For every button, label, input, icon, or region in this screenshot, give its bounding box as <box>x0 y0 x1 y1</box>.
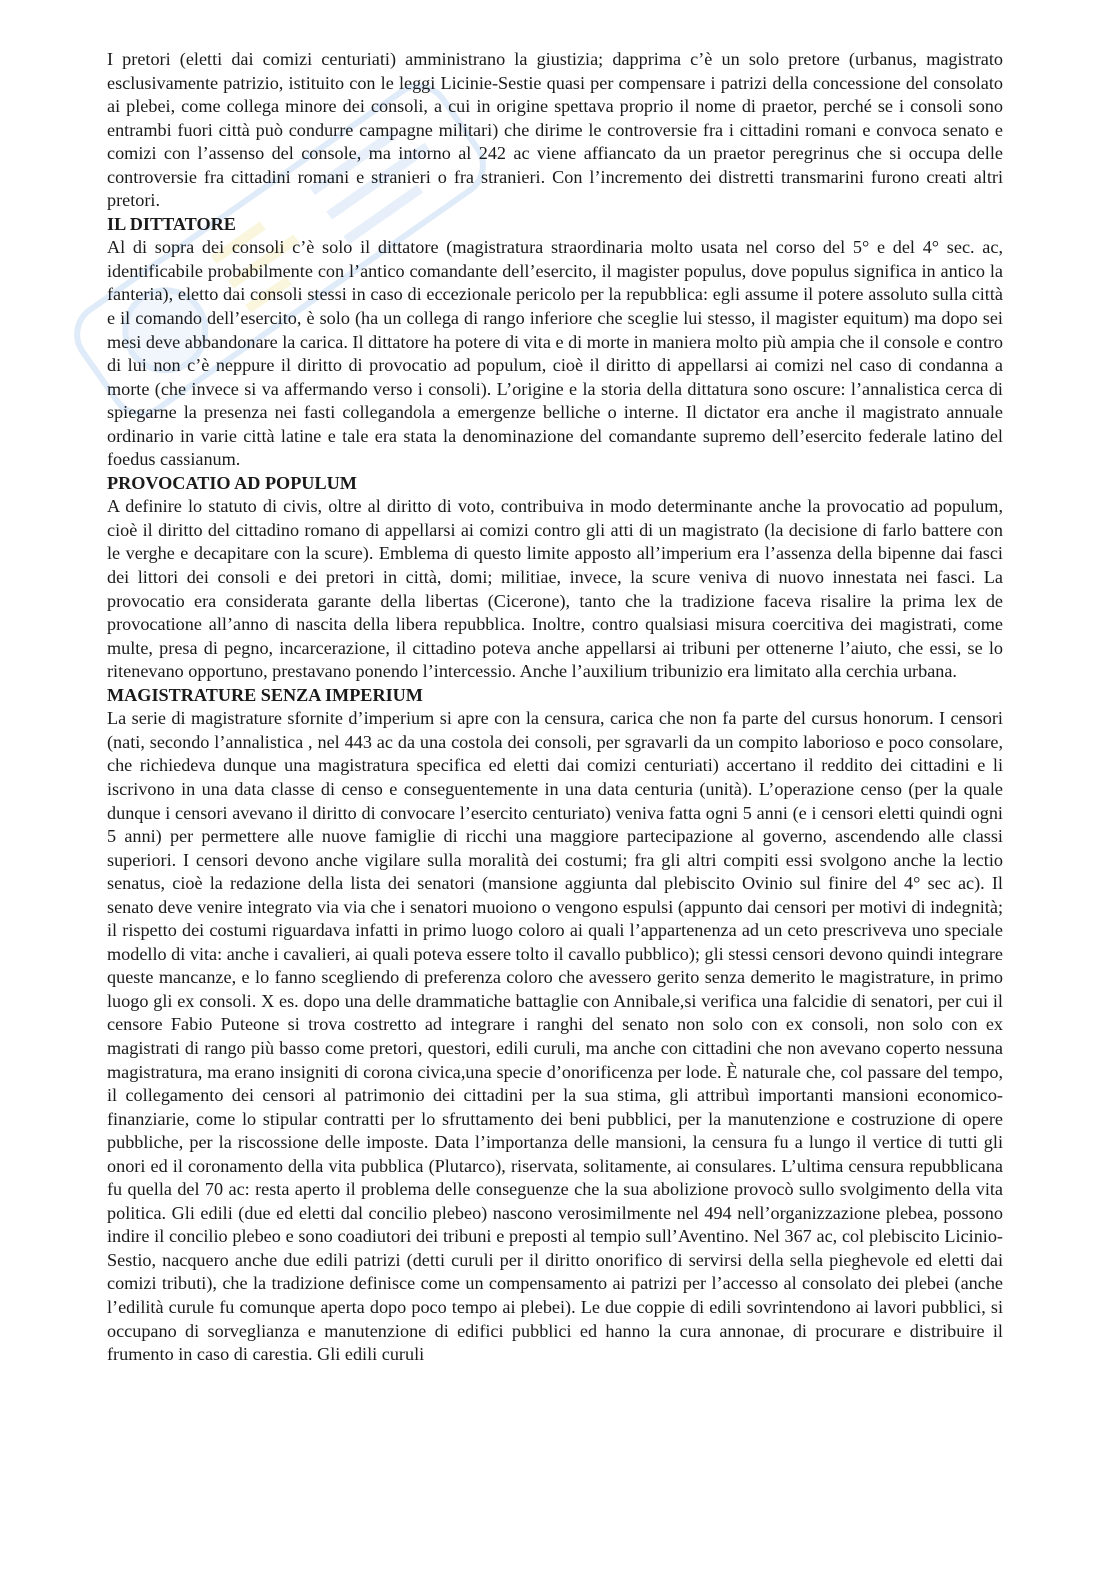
paragraph-pretori: I pretori (eletti dai comizi centuriati) amministrano la giustizia; dapprima c’è un solo pretore (urbanus, magistrato esclusivamente patrizio, istituito con le leggi Licinie-Sestie quasi per compensare i patrizi della concessione del consolato ai plebei, come collega minore dei consoli, a cui in origine spettava proprio il nome di praetor, perché se i consoli sono entrambi fuori città può condurre campagne militari) che dirime le controversie fra i cittadini romani e convoca senato e comizi con l’assenso del console, ma intorno al 242 ac viene affiancato da un praetor peregrinus che si occupa delle controversie fra cittadini romani e stranieri o fra stranieri. Con l’incremento dei distretti transmarini furono creati altri pretori. <box>107 49 1003 211</box>
paragraph-provocatio: A definire lo statuto di civis, oltre al diritto di voto, contribuiva in modo determinante anche la provocatio ad populum, cioè il diritto del cittadino romano di appellarsi ai comizi contro gli atti di un magistrato (la decisione di farlo battere con le verghe e decapitare con la scure). Emblema di questo limite apposto all’imperium era l’assenza della bipenne dai fasci dei littori dei consoli e dei pretori in città, domi; militiae, invece, la scure veniva di nuovo innestata nei fasci. La provocatio era considerata garante della libertas (Cicerone), tanto che la tradizione faceva risalire la prima lex de provocatione all’anno di nascita della libera repubblica. Inoltre, contro qualsiasi misura coercitiva dei magistrati, come multe, presa di pegno, incarcerazione, il cittadino poteva anche appellarsi ai tribuni per ottenerne l’aiuto, che essi, se lo ritenevano opportuno, prestavano ponendo l’intercessio. Anche l’auxilium tribunizio era limitato alla cerchia urbana. <box>107 496 1003 682</box>
document-body <box>107 48 1003 1367</box>
heading-magistrature: MAGISTRATURE SENZA IMPERIUM <box>107 684 423 705</box>
heading-dittatore: IL DITTATORE <box>107 213 236 234</box>
paragraph-magistrature: La serie di magistrature sfornite d’imperium si apre con la censura, carica che non fa parte del cursus honorum. I censori (nati, secondo l’annalistica , nel 443 ac da una costola dei consoli, per sgravarli da un compito laborioso e poco consolare, che richiedeva dunque una magistratura specifica ed eletti dai comizi centuriati) accertano il reddito dei cittadini e li iscrivono in una data classe di censo e conseguentemente in una data centuria (unità). L’operazione censo (per la quale dunque i censori avevano il diritto di convocare l’esercito centuriato) veniva fatta ogni 5 anni (e i censori eletti quindi ogni 5 anni) per permettere alle nuove famiglie di ricchi una maggiore partecipazione al governo, ascendendo alle classi superiori. I censori devono anche vigilare sulla moralità dei costumi; fra gli altri compiti essi svolgono anche la lectio senatus, cioè la redazione della lista dei senatori (mansione aggiunta dal plebiscito Ovinio sul finire del 4° sec ac). Il senato deve venire integrato via via che i senatori muoiono o vengono espulsi (appunto dai censori per motivi di indegnità; il rispetto dei costumi riguardava infatti in primo luogo coloro ai quali l’appartenenza ad un ceto prescriveva uno speciale modello di vita: anche i cavalieri, ai quali poteva essere tolto il cavallo pubblico); gli stessi censori devono quindi integrare queste mancanze, e lo fanno scegliendo di preferenza coloro che avessero gerito senza demerito le magistrature, in primo luogo gli ex consoli. X es. dopo una delle drammatiche battaglie con Annibale,si verifica una falcidie di senatori, per cui il censore Fabio Puteone si trova costretto ad integrare i ranghi del senato non solo con ex consoli, non solo con ex magistrati di rango più basso come pretori, questori, edili curuli, ma anche con cittadini che non avevano coperto nessuna magistratura, ma erano insigniti di corona civica,una specie d’onorificenza per lode. È naturale che, col passare del tempo, il collegamento dei censori al patrimonio dei cittadini per la sua stima, gli attribuì importanti mansioni economico-finanziarie, come lo stipular contratti per lo sfruttamento dei beni pubblici, per la manutenzione e costruzione di opere pubbliche, per la riscossione delle imposte. Data l’importanza delle mansioni, la censura fu a lungo il vertice di tutti gli onori ed il coronamento della vita pubblica (Plutarco), riservata, solitamente, ai consulares. L’ultima censura repubblicana fu quella del 70 ac: resta aperto il problema delle conseguenze che la sua abolizione provocò sullo svolgimento della vita politica. Gli edili (due ed eletti dal concilio plebeo) nascono verosimilmente nel 494 nell’organizzazione plebea, possono indire il concilio plebeo e sono coadiutori dei tribuni e preposti al tempio sull’Aventino. Nel 367 ac, col plebiscito Licinio-Sestio, nacquero anche due edili patrizi (detti curuli per il diritto onorifico di servirsi della sella pieghevole ed eletti dai comizi tributi), che la tradizione definisce come un compensamento ai patrizi per l’accesso al consolato dei plebei (anche l’edilità curule fu comunque aperta dopo poco tempo ai plebei). Le due coppie di edili sovrintendono ai lavori pubblici, si occupano di sorveglianza e manutenzione di edifici pubblici ed hanno la cura annonae, di procurare e distribuire il frumento in caso di carestia. Gli edili curuli <box>107 708 1003 1365</box>
heading-provocatio: PROVOCATIO AD POPULUM <box>107 472 357 493</box>
paragraph-dittatore: Al di sopra dei consoli c’è solo il dittatore (magistratura straordinaria molto usata nel corso del 5° e del 4° sec. ac, identificabile probabilmente con l’antico comandante dell’esercito, il magister populus, dove populus significa in antico la fanteria), eletto dai consoli stessi in caso di eccezionale pericolo per la repubblica: egli assume il potere assoluto sulla città e il comando dell’esercito, è solo (ha un collega di rango inferiore che sceglie lui stesso, il magister equitum) ma dopo sei mesi deve abbandonare la carica. Il dittatore ha potere di vita e di morte in maniera molto più ampia che il console e contro di lui non c’è neppure il diritto di provocatio ad populum, cioè il diritto di appellarsi ai comizi nel caso di condanna a morte (che invece si va affermando verso i consoli). L’origine e la storia della dittatura sono oscure: l’annalistica cerca di spiegarne la presenza nei fasti collegandola a emergenze belliche o interne. Il dictator era anche il magistrato annuale ordinario in varie città latine e tale era stata la denominazione del comandante supremo dell’esercito federale latino del foedus cassianum. <box>107 237 1003 470</box>
